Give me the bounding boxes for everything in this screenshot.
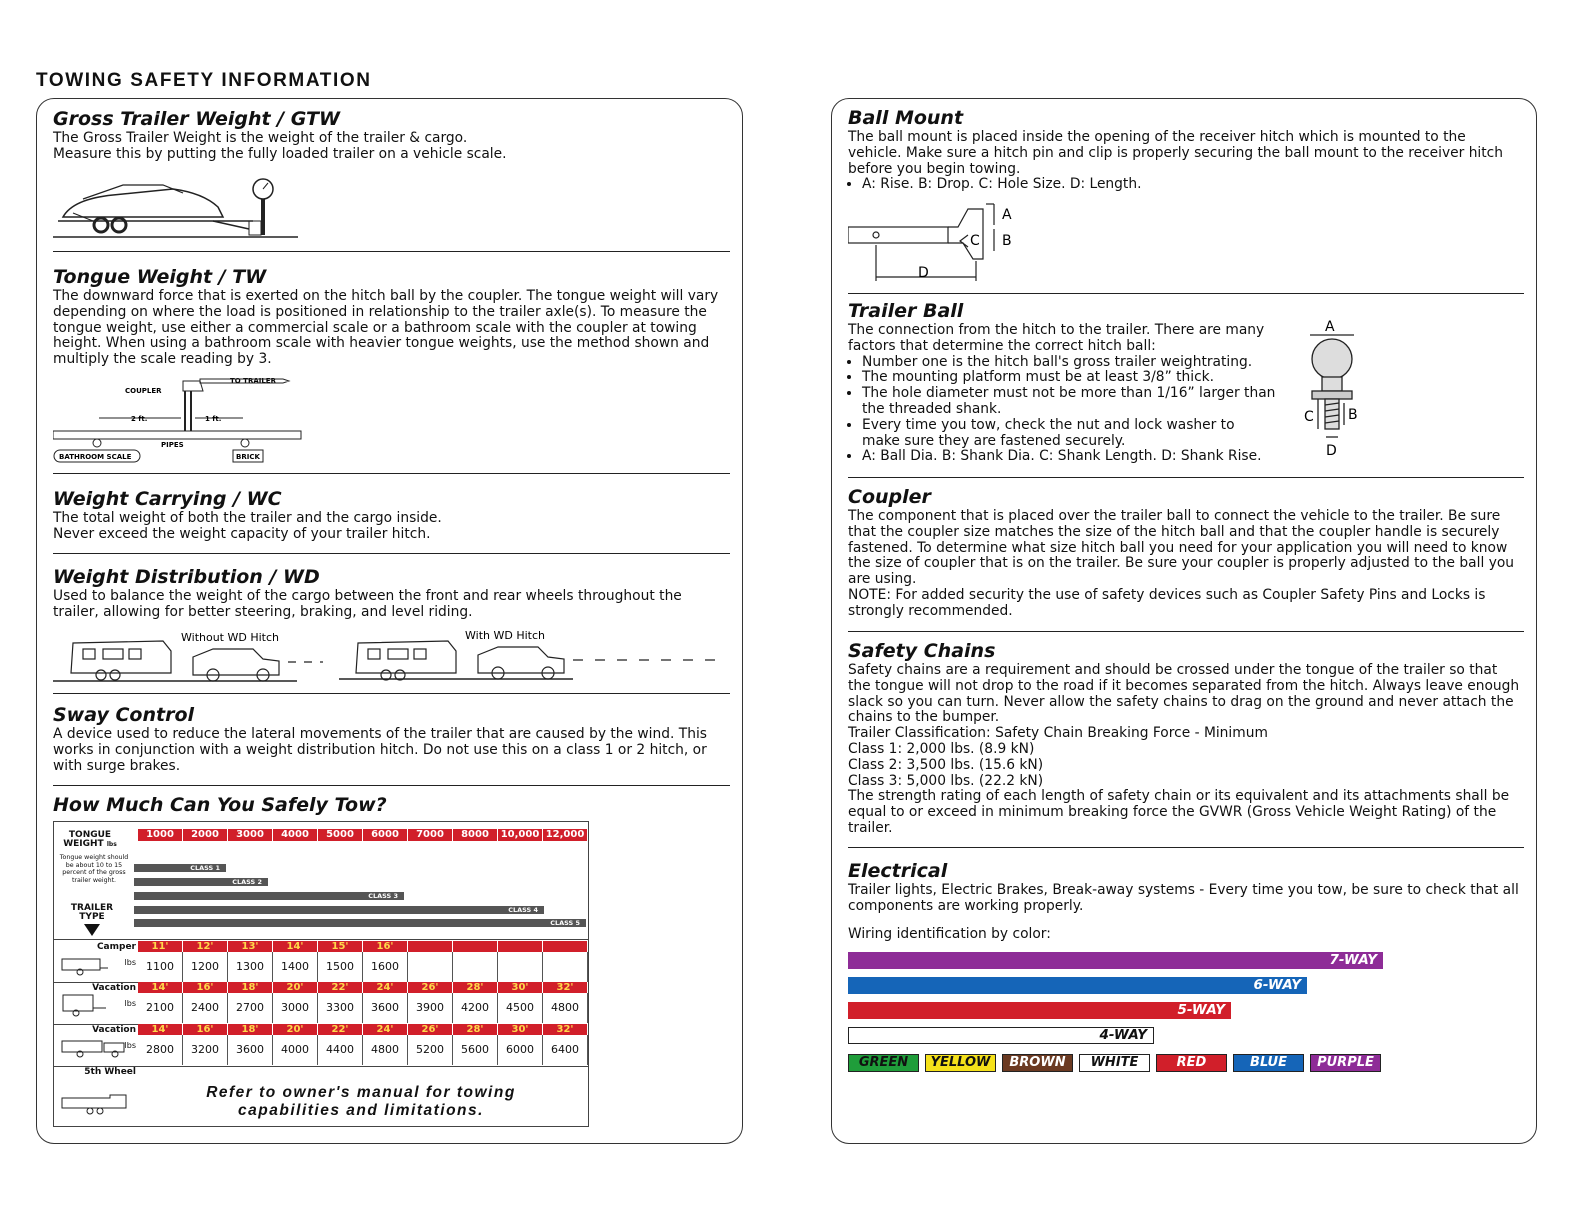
wire-5-way-bar: 5-WAY (848, 1002, 1231, 1019)
wc-line-1: The total weight of both the trailer and the cargo inside. (53, 510, 442, 526)
length-cell: 28' (453, 1024, 498, 1035)
weight-value: 3600 (228, 1035, 273, 1065)
length-cell (453, 941, 498, 952)
weight-value (543, 952, 588, 982)
boat-trailer-scale-illustration (53, 177, 303, 241)
length-cell: 11' (138, 941, 183, 952)
lbs-label: lbs (124, 999, 136, 1008)
weight-value: 2800 (138, 1035, 183, 1065)
length-cell: 26' (408, 982, 453, 993)
gtw-line-1: The Gross Trailer Weight is the weight of the trailer & cargo. (53, 130, 468, 146)
length-cell: 26' (408, 1024, 453, 1035)
lbs-label: lbs (124, 958, 136, 967)
without-wd-label: Without WD Hitch (181, 631, 279, 644)
weight-value: 3600 (363, 993, 408, 1023)
tongue-weight-note: Tongue weight should be about 10 to 15 percent of the gross trailer weight. (59, 854, 129, 884)
electrical-section (848, 859, 1522, 942)
coupler-note: NOTE: For added security the use of safety devices such as Coupler Safety Pins and Locks is strongly recommended. (848, 586, 1486, 619)
weight-value: 4200 (453, 993, 498, 1023)
weight-cell: 12,000 (543, 829, 588, 841)
length-cell: 22' (318, 982, 363, 993)
divider (848, 293, 1524, 294)
length-cell: 14' (138, 1024, 183, 1035)
gtw-section (53, 107, 728, 163)
safety-chains-section (848, 639, 1522, 837)
label-c: C (970, 233, 980, 249)
weight-value: 2400 (183, 993, 228, 1023)
label-b: B (1002, 233, 1012, 249)
two-ft-label: 2 ft. (131, 415, 148, 423)
ball-mount-diagram (848, 199, 1048, 283)
weight-cell: 4000 (273, 829, 318, 841)
length-cell (408, 941, 453, 952)
weight-value: 1600 (363, 952, 408, 982)
weight-value: 1200 (183, 952, 228, 982)
weight-value: 6400 (543, 1035, 588, 1065)
ball-mount-title: Ball Mount (848, 107, 964, 129)
wire-6-way-bar: 6-WAY (848, 977, 1307, 994)
chip-green: GREEN (848, 1054, 919, 1072)
wire-4-way-bar: 4-WAY (848, 1027, 1154, 1044)
coupler-title: Coupler (848, 486, 931, 508)
fifth-wheel-icon (60, 1092, 130, 1116)
trailer-ball-section (848, 299, 1276, 465)
label-d: D (918, 265, 929, 281)
weight-value (498, 952, 543, 982)
camper-weight-row (138, 952, 588, 982)
weight-cell: 5000 (318, 829, 363, 841)
divider (53, 473, 730, 474)
pipes-label: PIPES (161, 441, 184, 449)
chip-blue: BLUE (1233, 1054, 1304, 1072)
divider (848, 631, 1524, 632)
electrical-title: Electrical (848, 860, 948, 882)
length-cell: 20' (273, 1024, 318, 1035)
length-cell: 14' (273, 941, 318, 952)
length-cell: 13' (228, 941, 273, 952)
label-a: A (1325, 319, 1335, 335)
towing-capacity-chart (53, 821, 589, 1127)
weight-value: 4400 (318, 1035, 363, 1065)
length-cell: 30' (498, 982, 543, 993)
length-cell: 28' (453, 982, 498, 993)
weight-value (453, 952, 498, 982)
divider (54, 939, 588, 940)
length-cell: 30' (498, 1024, 543, 1035)
label-d: D (1326, 443, 1337, 459)
weight-value: 1500 (318, 952, 363, 982)
lbs-label: lbs (124, 1041, 136, 1050)
chain-class-2: Class 2: 3,500 lbs. (15.6 kN) (848, 756, 1044, 773)
ball-mount-section (848, 106, 1522, 193)
chip-purple: PURPLE (1310, 1054, 1381, 1072)
vacation-weight-row (138, 1035, 588, 1065)
coupler-text: The component that is placed over the trailer ball to connect the vehicle to the trailer. Be sure that the coupler size matches the size of the hitch ball and that the coupler handle is securely fastened. To determine what size hitch ball you need for your application you will need to know the size of coupler that is on the trailer. Be sure your coupler is properly adjusted to the ball you are using. (848, 508, 1515, 588)
safety-chains-text: Safety chains are a requirement and should be crossed under the tongue of the trailer so that the tongue will not drop to the road if it becomes separated from the hitch. Always leave enough slack so you can turn. Never allow the safety chains to drag on the ground and never attach the chains to the bumper. (848, 662, 1520, 726)
trailer-type-label: TRAILER TYPE (70, 903, 114, 922)
camper-label: Camper (96, 942, 136, 952)
divider (53, 693, 730, 694)
wc-title: Weight Carrying / WC (53, 488, 282, 510)
wd-section (53, 565, 728, 621)
wd-hitch-illustration (53, 629, 733, 685)
chain-class-3: Class 3: 5,000 lbs. (22.2 kN) (848, 772, 1044, 789)
left-panel (36, 98, 743, 1144)
class-1-bar: CLASS 1 (134, 864, 226, 872)
with-wd-label: With WD Hitch (465, 629, 545, 642)
wc-section (53, 487, 728, 543)
camper-icon (60, 956, 110, 976)
trailer-ball-title: Trailer Ball (848, 300, 964, 322)
length-cell: 22' (318, 1024, 363, 1035)
travel-trailer-icon (60, 992, 110, 1018)
weight-value: 3200 (183, 1035, 228, 1065)
class-3-bar: CLASS 3 (134, 892, 404, 900)
weight-value: 4000 (273, 1035, 318, 1065)
weight-value: 1400 (273, 952, 318, 982)
electrical-text: Trailer lights, Electric Brakes, Break-away systems - Every time you tow, be sure to check that all components are working properly. (848, 882, 1519, 914)
vacation-label: Vacation (92, 983, 136, 993)
lbs-unit: lbs (106, 841, 117, 848)
label-a: A (1002, 207, 1012, 223)
page-title: TOWING SAFETY INFORMATION (36, 70, 372, 91)
sway-title: Sway Control (53, 704, 195, 726)
weight-value (408, 952, 453, 982)
weight-value: 4800 (543, 993, 588, 1023)
length-cell (543, 941, 588, 952)
length-cell: 12' (183, 941, 228, 952)
length-cell: 32' (543, 982, 588, 993)
vacation-weight-row (138, 993, 588, 1023)
weight-cell: 1000 (138, 829, 183, 841)
length-cell: 14' (138, 982, 183, 993)
tongue-weight-text: TONGUE WEIGHT (63, 830, 112, 849)
weight-cell: 7000 (408, 829, 453, 841)
divider (53, 785, 730, 786)
tongue-weight-diagram (53, 371, 303, 465)
tongue-weight-bar (138, 829, 588, 841)
gtw-line-2: Measure this by putting the fully loaded trailer on a vehicle scale. (53, 145, 507, 162)
chip-yellow: YELLOW (925, 1054, 996, 1072)
vacation-length-row (138, 982, 588, 993)
weight-value: 3300 (318, 993, 363, 1023)
length-cell: 15' (318, 941, 363, 952)
divider (848, 847, 1524, 848)
wire-7-way-bar: 7-WAY (848, 952, 1383, 969)
wiring-label: Wiring identification by color: (848, 925, 1051, 942)
tow-title: How Much Can You Safely Tow? (53, 794, 387, 816)
coupler-section (848, 485, 1522, 620)
length-cell: 32' (543, 1024, 588, 1035)
divider (53, 251, 730, 252)
weight-value: 4500 (498, 993, 543, 1023)
chain-class-1: Class 1: 2,000 lbs. (8.9 kN) (848, 740, 1035, 757)
vacation-length-row (138, 1024, 588, 1035)
length-cell: 20' (273, 982, 318, 993)
sway-text: A device used to reduce the lateral movements of the trailer that are caused by the wind. This works in conjunction with a weight distribution hitch. Do not use this on a class 1 or 2 hitch, or with surge brakes. (53, 726, 707, 774)
right-panel (831, 98, 1537, 1144)
weight-cell: 6000 (363, 829, 408, 841)
weight-cell: 8000 (453, 829, 498, 841)
trailer-ball-intro: The connection from the hitch to the trailer. There are many factors that determine the correct hitch ball: (848, 322, 1265, 354)
weight-cell: 2000 (183, 829, 228, 841)
length-cell: 16' (183, 982, 228, 993)
chip-brown: BROWN (1002, 1054, 1073, 1072)
chip-red: RED (1156, 1054, 1227, 1072)
length-cell: 24' (363, 982, 408, 993)
length-cell (498, 941, 543, 952)
vacation-label: Vacation (92, 1025, 136, 1035)
wd-title: Weight Distribution / WD (53, 566, 320, 588)
weight-value: 1100 (138, 952, 183, 982)
tongue-weight-label (60, 831, 120, 849)
gtw-title: Gross Trailer Weight / GTW (53, 108, 340, 130)
length-cell: 16' (183, 1024, 228, 1035)
trailer-ball-bullet: • The mounting platform must be at least 3/8” thick. (862, 370, 1276, 386)
divider (848, 477, 1524, 478)
length-cell: 18' (228, 1024, 273, 1035)
chain-classification: Trailer Classification: Safety Chain Breaking Force - Minimum (848, 725, 1268, 742)
ball-mount-bullet: • A: Rise. B: Drop. C: Hole Size. D: Length. (862, 177, 1522, 193)
camper-length-row (138, 941, 588, 952)
weight-value: 1300 (228, 952, 273, 982)
tw-section (53, 265, 728, 368)
class-5-bar: CLASS 5 (134, 919, 586, 927)
ball-mount-text: The ball mount is placed inside the opening of the receiver hitch which is mounted to the vehicle. Make sure a hitch pin and clip is properly securing the ball mount to the receiver hitch before you begin towing. (848, 129, 1504, 177)
length-cell: 24' (363, 1024, 408, 1035)
label-b: B (1348, 407, 1358, 423)
to-trailer-label: TO TRAILER (230, 377, 276, 385)
wd-text: Used to balance the weight of the cargo between the front and rear wheels throughout the trailer, allowing for better steering, braking, and level riding. (53, 588, 682, 620)
trailer-ball-bullet: • The hole diameter must not be more than 1/16” larger than the threaded shank. (862, 386, 1276, 418)
weight-value: 6000 (498, 1035, 543, 1065)
long-trailer-icon (60, 1038, 130, 1058)
weight-value: 5600 (453, 1035, 498, 1065)
fifth-wheel-label: 5th Wheel (84, 1067, 136, 1077)
weight-value: 4800 (363, 1035, 408, 1065)
chip-white: WHITE (1079, 1054, 1150, 1072)
weight-cell: 10,000 (498, 829, 543, 841)
divider (53, 553, 730, 554)
wc-line-2: Never exceed the weight capacity of your trailer hitch. (53, 525, 431, 542)
weight-value: 2100 (138, 993, 183, 1023)
class-2-bar: CLASS 2 (134, 878, 268, 886)
trailer-ball-bullet: • Every time you tow, check the nut and lock washer to make sure they are fastened securely. (862, 418, 1276, 450)
trailer-ball-diagram (1298, 317, 1368, 459)
label-c: C (1304, 409, 1314, 425)
weight-value: 3900 (408, 993, 453, 1023)
tow-section (53, 793, 728, 817)
tw-title: Tongue Weight / TW (53, 266, 267, 288)
weight-cell: 3000 (228, 829, 273, 841)
safety-chains-outro: The strength rating of each length of safety chain or its equivalent and its attachments shall be equal to or exceed in minimum breaking force the GVWR (Gross Vehicle Weight Rating) of the trailer. (848, 788, 1510, 836)
weight-value: 2700 (228, 993, 273, 1023)
bathroom-scale-label: BATHROOM SCALE (59, 453, 132, 461)
brick-label: BRICK (236, 453, 260, 461)
coupler-label: COUPLER (125, 387, 162, 395)
refer-note: Refer to owner's manual for towing capabilities and limitations. (206, 1084, 516, 1119)
weight-value: 5200 (408, 1035, 453, 1065)
arrow-down-icon (84, 924, 100, 936)
length-cell: 16' (363, 941, 408, 952)
tw-text: The downward force that is exerted on the hitch ball by the coupler. The tongue weight will vary depending on where the load is positioned in relationship to the trailer axle(s). To measure the tongue weight, use either a commercial scale or a bathroom scale with the coupler at towing height. When using a bathroom scale with heavier tongue weights, use the method shown and multiply the scale reading by 3. (53, 288, 719, 368)
trailer-ball-bullet: • Number one is the hitch ball's gross trailer weightrating. (862, 355, 1276, 371)
sway-section (53, 703, 728, 774)
class-4-bar: CLASS 4 (134, 906, 544, 914)
weight-value: 3000 (273, 993, 318, 1023)
safety-chains-title: Safety Chains (848, 640, 996, 662)
one-ft-label: 1 ft. (205, 415, 222, 423)
length-cell: 18' (228, 982, 273, 993)
trailer-ball-bullet: • A: Ball Dia. B: Shank Dia. C: Shank Length. D: Shank Rise. (862, 449, 1276, 465)
